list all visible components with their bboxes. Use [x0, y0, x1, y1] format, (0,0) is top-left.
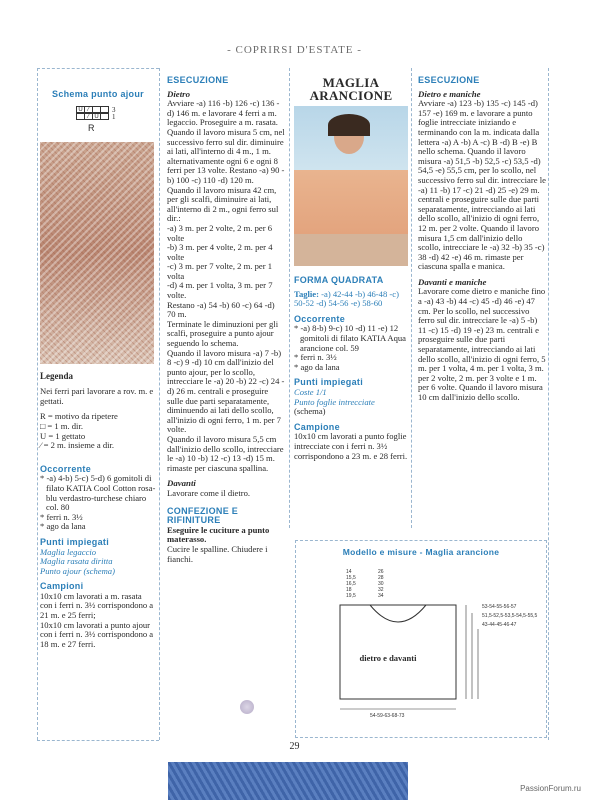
page-number: 29: [289, 741, 300, 752]
row-number: 1: [112, 112, 116, 121]
diagram-left-values2: [378, 569, 384, 599]
confezione-heading: CONFEZIONE E RIFINITURE: [167, 505, 239, 526]
occorrente-item: * -a) 4-b) 5-c) 5-d) 6 gomitoli di filato KATIA Cool Cotton rosa-blu verdastro-turchese chiaro col. 80: [40, 473, 156, 513]
swatch-photo: [40, 142, 154, 364]
repeat-mark: R: [88, 122, 95, 133]
confezione-bold: Eseguire le cuciture a punto materasso.: [167, 524, 270, 545]
legend-item: U = 1 gettato: [40, 430, 86, 441]
measure: 30: [378, 581, 384, 587]
diagram-left-values: [346, 569, 356, 599]
chart-title: Schema punto ajour: [52, 89, 144, 99]
campione-title: Campione: [294, 421, 340, 432]
measure: 51,5-52,5-53,5-54,5-55,5: [482, 613, 538, 619]
model-photo: [294, 106, 408, 266]
diagram-right-values: [482, 603, 537, 630]
forma-heading: FORMA QUADRATA: [294, 275, 384, 285]
middle-left-column: [167, 76, 285, 564]
watermark: PassionForum.ru: [520, 784, 581, 793]
taglie-text: [294, 290, 408, 309]
measure: 32: [378, 587, 384, 593]
occorrente-item: * -a) 8-b) 9-c) 10 -d) 11 -e) 12 gomitoli di filato KATIA Aqua arancione col. 59: [294, 323, 406, 353]
row-number: 3: [112, 105, 116, 114]
punti-title: Punti impiegati: [294, 377, 364, 388]
davanti-heading: Davanti: [167, 478, 196, 489]
legend-item: □ = 1 m. dir.: [40, 420, 83, 431]
measure: 15,5: [346, 575, 356, 581]
dietro-text: Restano -a) 54 -b) 60 -c) 64 -d) 70 m.: [167, 299, 275, 320]
right-column: [418, 76, 546, 403]
measure: 34: [378, 593, 384, 599]
occorrente-item: * ferri n. 3½: [294, 352, 337, 363]
legend-intro: Nei ferri pari lavorare a rov. m. e gettati.: [40, 386, 154, 406]
punti-item: Maglia legaccio: [40, 546, 97, 557]
taglie-values: -a) 42-44 -b) 46-48 -c) 50-52 -d) 54-56 -e) 58-60: [294, 288, 399, 309]
column-divider: [548, 68, 549, 740]
box-border: [37, 68, 159, 69]
punti-title: Punti impiegati: [40, 536, 110, 547]
measure: 53-54-55-56-57: [482, 604, 517, 610]
page-header: - COPRIRSI D'ESTATE -: [227, 44, 362, 56]
esecuzione-heading: ESECUZIONE: [418, 75, 480, 85]
dietro-heading: Dietro e maniche: [418, 88, 481, 99]
column-divider: [289, 68, 290, 528]
campioni-text: 10x10 cm lavorati a punto ajour con i ferri n. 3½ corrispondono a 18 m. e 27 ferri.: [40, 619, 154, 649]
dietro-text: Terminate le diminuzioni per gli scalfi, proseguire a punto ajour seguendo lo schema.: [167, 318, 279, 349]
occorrente-title: Occorrente: [294, 313, 346, 324]
project-title-line2: ARANCIONE: [309, 88, 393, 103]
legend-item: R = motivo da ripetere: [40, 411, 118, 422]
dietro-text: Avviare -a) 116 -b) 126 -c) 136 -d) 146 m. e lavorare 4 ferri a m. legaccio. Proseguire a m. rasata.: [167, 98, 280, 128]
legend-item: ⁄ = 2 m. insieme a dir.: [40, 440, 115, 451]
campioni-title: Campioni: [40, 581, 84, 592]
esecuzione-heading: ESECUZIONE: [167, 75, 229, 85]
yarn-ball-icon: [240, 700, 254, 714]
knit-texture-strip: [168, 762, 408, 800]
measure: 19,5: [346, 593, 356, 599]
davanti-text: Lavorare come il dietro.: [167, 487, 251, 498]
middle-right-column: [294, 76, 408, 461]
dietro-text: -b) 3 m. per 4 volte, 2 m. per 4 volte: [167, 242, 273, 262]
diagram-title: Modello e misure - Maglia arancione: [342, 547, 500, 557]
left-column: [40, 90, 156, 649]
davanti-heading: Davanti e maniche: [418, 276, 487, 287]
dietro-heading: Dietro: [167, 88, 190, 99]
measure: 28: [378, 575, 384, 581]
diagram-label: dietro e davanti: [359, 653, 417, 663]
legend-list: [40, 412, 156, 450]
dietro-text: Avviare -a) 123 -b) 135 -c) 145 -d) 157 -e) 169 m. e lavorare a punto foglie intrecciate iniziando e terminando con la m. indicata dalla lettera -a) A -b) A -c) B -d) B -e) B nello schema. Quando il lavoro misura -a) 51,5 -b) 52,5 -c) 53,5 -d) 54,5 -e) 55,5 cm, per lo scollo, nel successivo ferro sul dir. intrecciare le -a) 11 -b) 17 -c) 21 -d) 25 -e) 29 m. centrali e proseguire sulle due parti separatamente, intrecciando ai lati dello scollo, all'inizio di ogni ferro, 12 m. per 2 volte. Quando il lavoro misura 1,5 cm dall'inizio dello scollo, intrecciare le -a) 32 -b) 35 -c) 38 -d) 42 -e) 46 m. rimaste per ciascuna spalla e manica.: [418, 98, 546, 272]
dietro-text: Quando il lavoro misura -a) 7 -b) 8 -c) 9 -d) 10 cm dall'inizio del punto ajour, per lo scollo, intrecciare le -a) 20 -b) 22 -c) 24 -d) 26 m. centrali e proseguire sulle due parti separatamente, diminuendo ai lati dello scollo, all'inizio di ogni ferro, 1 m. per 7 volte.: [167, 347, 285, 435]
occorrente-item: * ago da lana: [294, 361, 340, 372]
dietro-text: -c) 3 m. per 7 volte, 2 m. per 1 volta: [167, 261, 273, 281]
taglie-label: Taglie:: [294, 288, 319, 299]
measure: 14: [346, 569, 352, 575]
column-divider: [159, 68, 160, 740]
punti-item: Maglia rasata diritta: [40, 556, 113, 567]
dietro-text: Quando il lavoro misura 5,5 cm dall'inizio dello scollo, intrecciare le -a) 10 -b) 12 -c) 13 -d) 15 m. rimaste per ciascuna spallina.: [167, 433, 284, 473]
measure: 18: [346, 587, 352, 593]
dietro-text: -a) 3 m. per 2 volte, 2 m. per 6 volte: [167, 222, 273, 243]
occorrente-item: * ferri n. 3½: [40, 511, 83, 522]
dietro-text: Quando il lavoro misura 5 cm, nel successivo ferro sul dir. diminuire ai lati, all'interno di 4 m., 1 m. alternativamente ogni 6 e ogni 8 ferri per 13 volte. Restano -a) 90 -b) 100 -c) 110 -d) 120 m.: [167, 126, 285, 185]
dietro-text: -d) 4 m. per 1 volta, 3 m. per 7 volte.: [167, 280, 273, 301]
punti-item: Punto foglie intrecciate: [294, 396, 375, 407]
campione-text: 10x10 cm lavorati a punto foglie intrecciate con i ferri n. 3½ corrispondono a 23 m. e 28 ferri.: [294, 431, 408, 461]
diagram-bottom-value: 54-59-63-68-73: [370, 713, 405, 719]
confezione-text: Cucire le spalline. Chiudere i fianchi.: [167, 543, 268, 564]
measure: 43-44-45-46-47: [482, 622, 517, 628]
occorrente-item: * ago da lana: [40, 521, 86, 532]
measurement-diagram: [295, 540, 547, 738]
occorrente-title: Occorrente: [40, 463, 92, 474]
column-divider: [411, 68, 412, 528]
box-border: [37, 68, 38, 740]
campioni-text: 10x10 cm lavorati a m. rasata con i ferri n. 3½ corrispondono a 21 m. e 25 ferri;: [40, 590, 154, 621]
punti-item: Punto ajour (schema): [40, 565, 115, 576]
legend-title: Legenda: [40, 370, 74, 381]
project-title-line1: MAGLIA: [322, 75, 380, 90]
measure: 16,5: [346, 581, 356, 587]
punti-item: Coste 1/1: [294, 386, 327, 397]
measure: 26: [378, 569, 384, 575]
davanti-text: Lavorare come dietro e maniche fino a -a) 43 -b) 44 -c) 45 -d) 46 -e) 47 cm. Per lo scollo, nel successivo ferro sul dir. intrecciare le -a) 5 -b) 11 -c) 15 -d) 19 -e) 23 m. centrali e proseguire sulle due parti separatamente, intrecciando ai lati dello scollo, all'inizio di ogni ferro, 5 m. per 1 volta, 4 m. per 1 volta, 3 m. per 2 volte, 2 m. per 3 volte e 1 m. per 6 volte. Quando il lavoro misura 10 cm dall'inizio dello scollo.: [418, 286, 546, 402]
stitch-chart: U ⁄ ⁄ U 3 1 R: [40, 106, 156, 140]
dietro-text: Quando il lavoro misura 42 cm, per gli scalfi, diminuire ai lati, all'interno di 2 m., ogni ferro sul dir.:: [167, 184, 279, 224]
punti-item: (schema): [294, 406, 326, 417]
